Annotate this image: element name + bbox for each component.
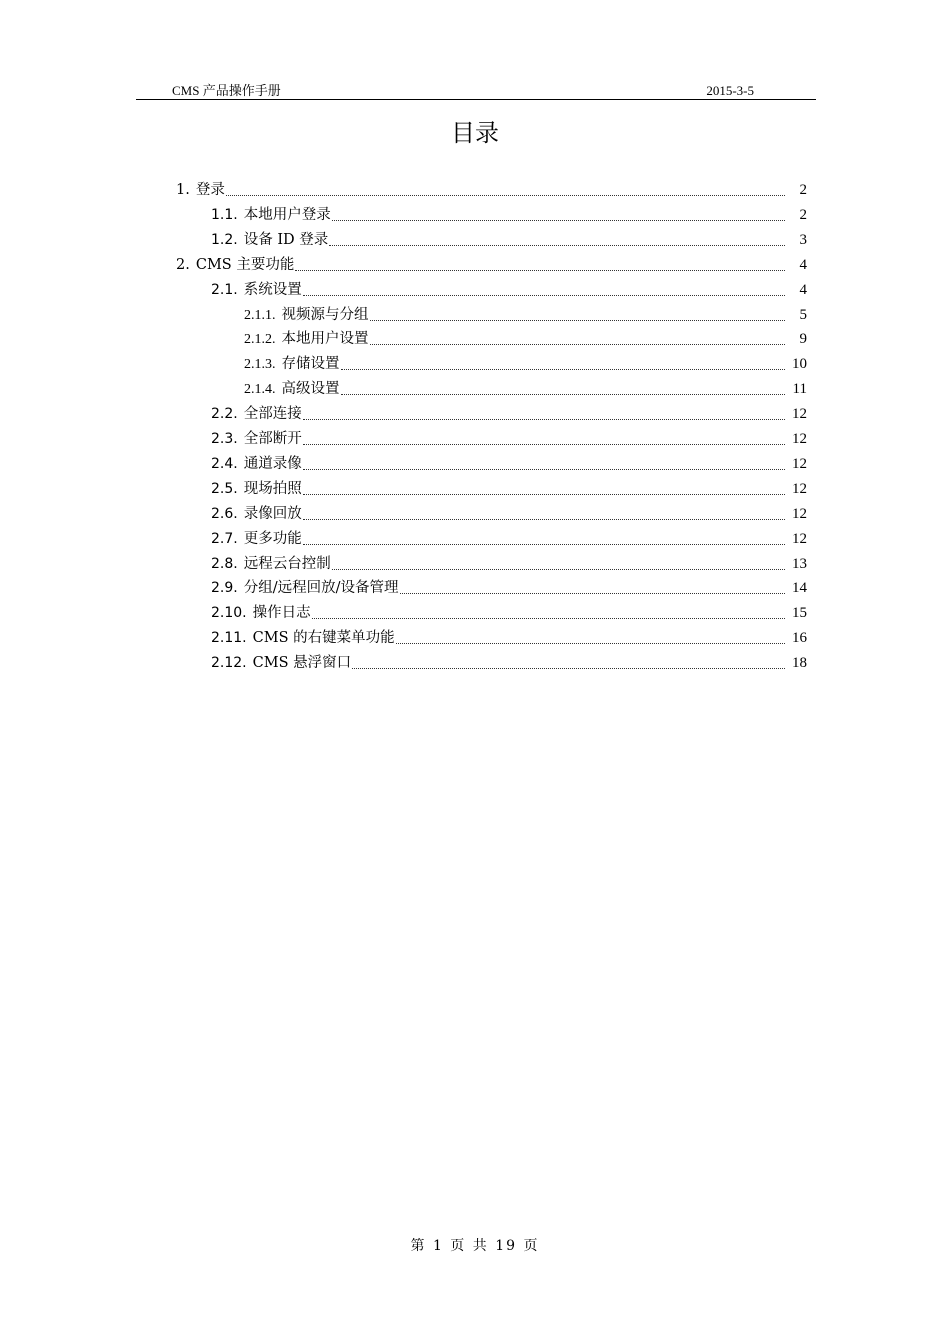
toc-entry-page: 3 (799, 231, 807, 248)
toc-entry-page: 13 (792, 555, 807, 572)
toc-entry-number: 2.11. (211, 630, 247, 647)
toc-leader-dots (332, 567, 785, 570)
toc-entry-title: 本地用户登录 (243, 206, 331, 223)
toc-leader-dots (400, 591, 786, 594)
toc-entry-title: 操作日志 (252, 605, 311, 622)
toc-entry-number: 2.10. (211, 605, 247, 622)
toc-entry[interactable] (176, 178, 807, 203)
toc-entry[interactable] (244, 303, 807, 328)
toc-entry-page: 14 (792, 580, 807, 597)
toc-entry-number: 1. (176, 182, 190, 198)
toc-entry-page: 12 (792, 505, 807, 522)
toc-entry[interactable] (211, 527, 807, 552)
toc-entry-page: 16 (792, 630, 807, 647)
toc-entry-title: 全部连接 (243, 406, 302, 423)
toc-entry-page: 4 (799, 256, 807, 273)
toc-entry-number: 2.2. (211, 406, 238, 423)
toc-entry[interactable] (244, 352, 807, 377)
toc-entry-number: 2.9. (211, 580, 238, 597)
toc-entry[interactable] (211, 477, 807, 502)
toc-entry-number: 2.12. (211, 655, 247, 672)
toc-entry-page: 12 (792, 406, 807, 423)
toc-leader-dots (226, 193, 785, 196)
toc-leader-dots (352, 666, 785, 669)
toc-entry-title: 现场拍照 (243, 480, 302, 497)
toc-entry[interactable] (211, 228, 807, 253)
toc-leader-dots (303, 492, 785, 495)
toc-entry-page: 2 (799, 182, 807, 198)
toc-entry-title: 录像回放 (243, 505, 302, 522)
header-date: 2015-3-5 (706, 83, 754, 98)
toc-entry-title: 更多功能 (243, 530, 302, 547)
toc-entry-number: 2.1.4. (244, 382, 276, 398)
toc-entry[interactable] (244, 327, 807, 352)
toc-entry-title: 本地用户设置 (281, 331, 369, 348)
toc-entry-title: 视频源与分组 (281, 306, 369, 323)
page-footer: 第 1 页 共 19 页 (410, 1238, 540, 1254)
toc-leader-dots (329, 243, 785, 246)
toc-entry-number: 2.1. (211, 281, 238, 298)
toc-entry[interactable] (211, 502, 807, 527)
toc-leader-dots (303, 293, 785, 296)
toc-entry-number: 2.1.3. (244, 357, 276, 373)
toc-entry-page: 10 (792, 356, 807, 373)
toc-entry-title: 分组/远程回放/设备管理 (243, 580, 399, 597)
toc-entry-page: 11 (792, 381, 807, 398)
toc-leader-dots (370, 318, 786, 321)
toc-entry-page: 4 (799, 281, 807, 298)
toc-entry[interactable] (176, 253, 807, 278)
toc-entry[interactable] (211, 576, 807, 601)
toc-entry-number: 1.2. (211, 231, 238, 248)
toc-leader-dots (303, 542, 785, 545)
toc-entry-title: 登录 (195, 182, 225, 198)
toc-entry-number: 2.5. (211, 480, 238, 497)
toc-entry-title: 高级设置 (281, 381, 340, 398)
toc-entry-number: 2.4. (211, 455, 238, 472)
toc-entry[interactable] (211, 452, 807, 477)
toc-entry-title: CMS 主要功能 (195, 256, 295, 273)
toc-entry-number: 2. (176, 256, 190, 273)
toc-entry-page: 18 (792, 655, 807, 672)
toc-entry-title: CMS 的右键菜单功能 (252, 630, 395, 647)
toc-entry[interactable] (211, 427, 807, 452)
toc-entry-title: 全部断开 (243, 431, 302, 447)
toc-entry-title: 存储设置 (281, 356, 340, 373)
toc-entry-page: 2 (799, 206, 807, 223)
toc-entry-title: 设备 ID 登录 (243, 231, 329, 248)
toc-leader-dots (303, 467, 785, 470)
toc-entry-page: 12 (792, 530, 807, 547)
toc-entry-page: 12 (792, 455, 807, 472)
toc-entry[interactable] (211, 278, 807, 303)
toc-entry[interactable] (211, 203, 807, 228)
toc-entry[interactable] (211, 651, 807, 676)
toc-leader-dots (303, 517, 785, 520)
toc-leader-dots (312, 616, 785, 619)
toc-entry[interactable] (211, 626, 807, 651)
toc-leader-dots (370, 342, 786, 345)
toc-entry-number: 2.1.1. (244, 307, 276, 323)
toc-entry-number: 2.3. (211, 431, 238, 447)
toc-leader-dots (332, 218, 785, 221)
toc-leader-dots (396, 641, 785, 644)
toc-entry[interactable] (211, 552, 807, 577)
toc-leader-dots (341, 367, 786, 370)
toc-entry-page: 12 (792, 431, 807, 447)
toc-entry-page: 15 (792, 605, 807, 622)
toc-entry-page: 12 (792, 480, 807, 497)
toc-entry[interactable] (211, 402, 807, 427)
toc-leader-dots (341, 392, 786, 395)
page-header (136, 82, 816, 100)
toc-leader-dots (295, 268, 785, 271)
toc-entry-page: 9 (799, 331, 807, 348)
toc-entry-title: CMS 悬浮窗口 (252, 655, 352, 672)
toc-entry-title: 系统设置 (243, 281, 302, 298)
toc-entry-number: 2.7. (211, 530, 238, 547)
toc-entry-title: 通道录像 (243, 455, 302, 472)
toc-leader-dots (303, 417, 785, 420)
toc-entry[interactable] (244, 377, 807, 402)
toc-entry-title: 远程云台控制 (243, 555, 331, 572)
toc-entry-number: 2.6. (211, 505, 238, 522)
toc-leader-dots (303, 442, 785, 445)
toc-entry-number: 2.8. (211, 555, 238, 572)
toc-entry-page: 5 (799, 306, 807, 323)
header-doc-title: CMS 产品操作手册 (172, 83, 281, 98)
toc-entry-number: 2.1.2. (244, 332, 276, 348)
toc-title: 目录 (451, 119, 499, 147)
toc-entry-number: 1.1. (211, 206, 238, 223)
toc-entry[interactable] (211, 601, 807, 626)
